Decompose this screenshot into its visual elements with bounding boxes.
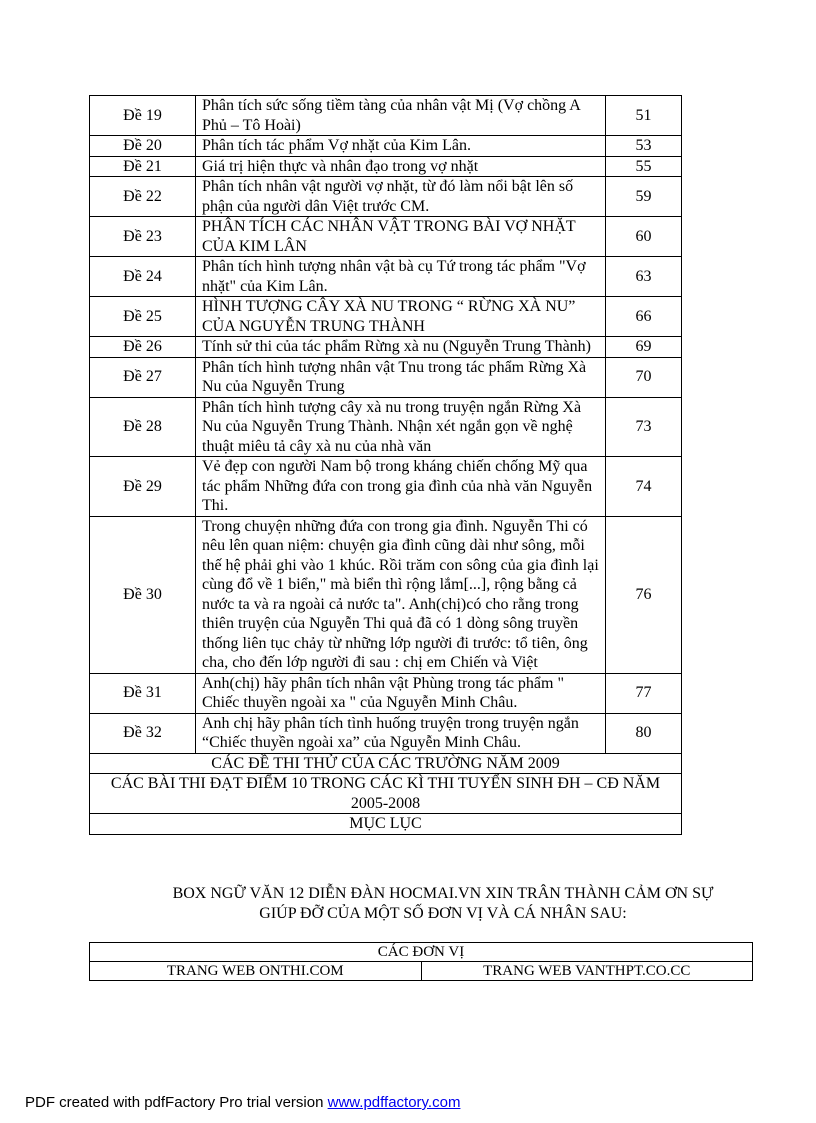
section-exam [90, 774, 682, 814]
toc-row [90, 457, 682, 517]
toc-row [90, 136, 682, 157]
toc-row [90, 774, 682, 814]
toc-number: Đề 20 [90, 136, 196, 157]
units-row [90, 962, 753, 981]
toc-title: Giá trị hiện thực và nhân đạo trong vợ nhặt [196, 156, 606, 177]
section-exam-line1: CÁC BÀI THI ĐẠT ĐIỂM 10 TRONG CÁC KÌ THI TUYỂN SINH ĐH – CĐ NĂM [110, 775, 661, 792]
toc-row [90, 257, 682, 297]
toc-row [90, 713, 682, 753]
toc-title: Phân tích hình tượng cây xà nu trong truyện ngắn Rừng Xà Nu của Nguyễn Trung Thành. Nhận xét ngắn gọn về nghệ thuật miêu tả cây xà nu của nhà văn [196, 397, 606, 457]
unit-onthi: TRANG WEB ONTHI.COM [90, 962, 422, 981]
toc-title: Anh chị hãy phân tích tình huống truyện trong truyện ngắn “Chiếc thuyền ngoài xa” của Nguyễn Minh Châu. [196, 713, 606, 753]
toc-row [90, 217, 682, 257]
thanks-line-1: BOX NGỮ VĂN 12 DIỄN ĐÀN HOCMAI.VN XIN TRÂN THÀNH CẢM ƠN SỰ [172, 885, 714, 902]
toc-title: PHÂN TÍCH CÁC NHÂN VẬT TRONG BÀI VỢ NHẶT CỦA KIM LÂN [196, 217, 606, 257]
toc-page: 53 [606, 136, 682, 157]
toc-body [90, 96, 682, 835]
units-header-row [90, 943, 753, 962]
toc-page: 63 [606, 257, 682, 297]
toc-title: HÌNH TƯỢNG CÂY XÀ NU TRONG “ RỪNG XÀ NU” CỦA NGUYỄN TRUNG THÀNH [196, 297, 606, 337]
toc-number: Đề 22 [90, 177, 196, 217]
toc-page: 76 [606, 516, 682, 673]
toc-page: 74 [606, 457, 682, 517]
toc-page: 60 [606, 217, 682, 257]
section-contents: MỤC LỤC [90, 814, 682, 835]
toc-title: Phân tích tác phẩm Vợ nhặt của Kim Lân. [196, 136, 606, 157]
toc-title: Tính sử thi của tác phẩm Rừng xà nu (Nguyễn Trung Thành) [196, 337, 606, 358]
toc-row [90, 673, 682, 713]
toc-number: Đề 21 [90, 156, 196, 177]
toc-row [90, 337, 682, 358]
toc-page: 70 [606, 357, 682, 397]
toc-number: Đề 31 [90, 673, 196, 713]
toc-page: 73 [606, 397, 682, 457]
toc-number: Đề 30 [90, 516, 196, 673]
toc-row [90, 814, 682, 835]
toc-title: Anh(chị) hãy phân tích nhân vật Phùng trong tác phẩm " Chiếc thuyền ngoài xa " của Nguyễn Minh Châu. [196, 673, 606, 713]
toc-page: 51 [606, 96, 682, 136]
footer-text: PDF created with pdfFactory Pro trial version [25, 1094, 328, 1111]
toc-number: Đề 24 [90, 257, 196, 297]
toc-number: Đề 19 [90, 96, 196, 136]
unit-vanthpt: TRANG WEB VANTHPT.CO.CC [421, 962, 753, 981]
pdf-footer [25, 1094, 460, 1111]
toc-title: Phân tích nhân vật người vợ nhặt, từ đó làm nổi bật lên số phận của người dân Việt trước CM. [196, 177, 606, 217]
toc-row [90, 297, 682, 337]
thanks-heading [135, 884, 751, 923]
thanks-line-2: GIÚP ĐỠ CỦA MỘT SỐ ĐƠN VỊ VÀ CÁ NHÂN SAU: [259, 904, 627, 922]
toc-row [90, 516, 682, 673]
toc-page: 59 [606, 177, 682, 217]
toc-number: Đề 32 [90, 713, 196, 753]
toc-page: 69 [606, 337, 682, 358]
toc-number: Đề 27 [90, 357, 196, 397]
toc-number: Đề 29 [90, 457, 196, 517]
section-trial: CÁC ĐỀ THI THỬ CỦA CÁC TRƯỜNG NĂM 2009 [90, 753, 682, 774]
toc-title: Phân tích sức sống tiềm tàng của nhân vật Mị (Vợ chồng A Phủ – Tô Hoài) [196, 96, 606, 136]
toc-number: Đề 23 [90, 217, 196, 257]
toc-row [90, 397, 682, 457]
toc-row [90, 357, 682, 397]
section-exam-line2: 2005-2008 [350, 794, 421, 812]
toc-row [90, 156, 682, 177]
toc-title: Vẻ đẹp con người Nam bộ trong kháng chiến chống Mỹ qua tác phẩm Những đứa con trong gia đình của nhà văn Nguyễn Thi. [196, 457, 606, 517]
toc-row [90, 96, 682, 136]
toc-page: 55 [606, 156, 682, 177]
toc-number: Đề 26 [90, 337, 196, 358]
toc-title: Trong chuyện những đứa con trong gia đình. Nguyễn Thi có nêu lên quan niệm: chuyện gia đình cũng dài như sông, mỗi thế hệ phải ghi vào 1 khúc. Rồi trăm con sông của gia đình lại cùng đổ về 1 biển," mà biển thì rộng lắm[...], rộng bằng cả nước ta và ra ngoài cả nước ta". Anh(chị)có cho rằng trong thiên truyện của Nguyễn Thi quả đã có 1 dòng sông truyền thống liên tục chảy từ những lớp người đi trước: tổ tiên, ông cha, cho đến lớp người đi sau : chị em Chiến và Việt [196, 516, 606, 673]
units-header: CÁC ĐƠN VỊ [90, 943, 753, 962]
pdffactory-link[interactable]: www.pdffactory.com [327, 1094, 461, 1111]
toc-row [90, 753, 682, 774]
toc-number: Đề 25 [90, 297, 196, 337]
toc-table [89, 95, 682, 835]
toc-row [90, 177, 682, 217]
units-table [89, 942, 753, 981]
toc-number: Đề 28 [90, 397, 196, 457]
toc-page: 77 [606, 673, 682, 713]
toc-page: 66 [606, 297, 682, 337]
toc-title: Phân tích hình tượng nhân vật bà cụ Tứ trong tác phẩm "Vợ nhặt" của Kim Lân. [196, 257, 606, 297]
toc-title: Phân tích hình tượng nhân vật Tnu trong tác phẩm Rừng Xà Nu của Nguyễn Trung [196, 357, 606, 397]
toc-page: 80 [606, 713, 682, 753]
